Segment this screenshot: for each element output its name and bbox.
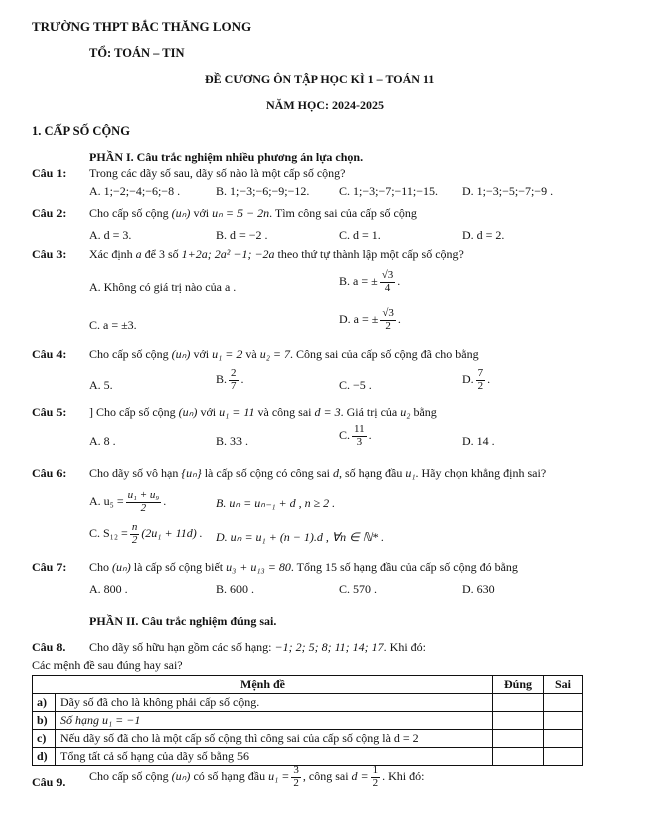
q5-d: d = 3	[314, 405, 341, 419]
q6-a-fraction	[126, 490, 162, 514]
row-true-cell[interactable]	[493, 712, 544, 730]
q5-option-b: B. 33 .	[216, 434, 249, 448]
q1-option-b: B. 1;−3;−6;−9;−12.	[216, 184, 310, 198]
q3-d-pre: D. a = ±	[339, 311, 379, 326]
row-statement: Dãy số đã cho là không phải cấp số cộng.	[56, 694, 493, 712]
department: TỔ: TOÁN – TIN	[89, 46, 185, 60]
q6-pre: Cho dãy số vô hạn	[89, 466, 179, 480]
header-true: Đúng	[493, 676, 544, 694]
row-false-cell[interactable]	[544, 748, 583, 766]
row-statement: Số hạng u₁ = −1	[56, 712, 493, 730]
q4-d-num: 7	[477, 367, 484, 379]
q7-post: . Tổng 15 số hạng đầu của cấp số cộng đó bằng	[290, 560, 518, 574]
q8-sequence: −1; 2; 5; 8; 11; 14; 17	[274, 640, 384, 654]
q4-b-num: 2	[231, 367, 237, 379]
row-false-cell[interactable]	[544, 712, 583, 730]
q5-c-pre: C.	[339, 427, 351, 442]
q3-option-c: C. a = ±3.	[89, 318, 137, 332]
q4-d-den: 2	[477, 379, 484, 392]
q5-option-c: C. $\frac{11}{3}$ .	[339, 423, 372, 448]
q4-b-den: 7	[231, 379, 237, 392]
q9-mid2: , công sai	[302, 768, 349, 783]
q1-label: Câu 1:	[32, 166, 67, 180]
school-name: TRƯỜNG THPT BẮC THĂNG LONG	[32, 19, 252, 34]
q6-sequence: {uₙ}	[181, 466, 202, 480]
q8-pre: Cho dãy số hữu hạn gồm các số hạng:	[89, 640, 272, 654]
q4-sequence: (uₙ)	[171, 347, 191, 361]
q5-c-fraction	[352, 424, 367, 448]
row-false-cell[interactable]	[544, 694, 583, 712]
q3-post: theo thứ tự thành lập một cấp số cộng?	[277, 247, 464, 261]
q8-post: . Khi đó:	[383, 640, 427, 654]
q2-option-d: D. d = 2.	[462, 228, 505, 242]
q6-a-num: u₁ + u₉	[127, 489, 160, 501]
q6-a-pre: A. u₅ =	[89, 493, 124, 508]
q9-label: Câu 9.	[32, 775, 66, 789]
row-statement: Tổng tất cả số hạng của dãy số bằng 56	[56, 748, 493, 766]
q3-b-pre: B. a = ±	[339, 273, 378, 288]
table-header-row	[33, 676, 583, 694]
q4-text	[89, 347, 479, 362]
q9-u1-num: 3	[293, 764, 299, 776]
q4-d-pre: D.	[462, 371, 474, 386]
q9-u1-fraction	[291, 765, 301, 789]
row-label: a)	[33, 694, 56, 712]
table-row	[33, 748, 583, 766]
q4-b-pre: B.	[216, 371, 228, 386]
q3-var: a	[135, 247, 142, 261]
q1-option-d: D. 1;−3;−5;−7;−9 .	[462, 184, 554, 198]
q5-sequence: (uₙ)	[178, 405, 198, 419]
q4-label: Câu 4:	[32, 347, 67, 361]
q2-text	[89, 206, 417, 221]
section-title: 1. CẤP SỐ CỘNG	[32, 124, 130, 138]
q4-d-fraction	[476, 368, 486, 392]
q5-option-a: A. 8 .	[89, 434, 116, 448]
q7-label: Câu 7:	[32, 560, 67, 574]
q9-d-fraction	[371, 765, 381, 789]
q6-label: Câu 6:	[32, 466, 67, 480]
school-year: NĂM HỌC: 2024-2025	[266, 98, 384, 112]
q7-option-b: B. 600 .	[216, 582, 255, 596]
q6-a-den: 2	[140, 501, 147, 514]
q6-text	[89, 466, 546, 481]
q6-option-b: B. uₙ = uₙ₋₁ + d , n ≥ 2 .	[216, 496, 336, 510]
q3-option-d: D. a = ± $\frac{√3}{2}$ .	[339, 307, 401, 332]
q6-u1: u₁	[405, 466, 416, 480]
q9-post: . Khi đó:	[382, 768, 425, 783]
q6-c-post: (2u₁ + 11d) .	[141, 525, 203, 540]
q5-c-den: 3	[356, 435, 363, 448]
q6-post: . Hãy chọn khẳng định sai?	[415, 466, 547, 480]
q5-pre: ] Cho cấp số cộng	[89, 405, 176, 419]
q7-formula: u₃ + u₁₃ = 80	[226, 560, 291, 574]
true-false-table	[32, 675, 583, 766]
q3-label: Câu 3:	[32, 247, 67, 261]
q8-prompt: Các mệnh đề sau đúng hay sai?	[32, 658, 183, 672]
q5-u2: u₂	[400, 405, 411, 419]
q2-option-b: B. d = −2 .	[216, 228, 268, 242]
row-false-cell[interactable]	[544, 730, 583, 748]
table-row	[33, 694, 583, 712]
q2-label: Câu 2:	[32, 206, 67, 220]
q3-b-fraction	[380, 270, 396, 294]
q3-mid: để 3 số	[144, 247, 179, 261]
q6-c-den: 2	[131, 533, 138, 546]
q4-pre: Cho cấp số cộng	[89, 347, 169, 361]
q6-option-d: D. uₙ = u₁ + (n − 1).d , ∀n ∈ ℕ* .	[216, 530, 385, 544]
q2-pre: Cho cấp số cộng	[89, 206, 169, 220]
q7-option-c: C. 570 .	[339, 582, 378, 596]
q3-d-den: 2	[385, 319, 391, 332]
q5-u1: u₁ = 11	[219, 405, 255, 419]
q6-dvar: d	[333, 466, 340, 480]
q9-d-pre: d =	[351, 768, 369, 783]
q2-formula: uₙ = 5 − 2n	[212, 206, 270, 220]
q7-option-d: D. 630	[462, 582, 495, 596]
q9-sequence: (uₙ)	[171, 768, 191, 783]
q3-b-den: 4	[384, 281, 391, 294]
q5-option-d: D. 14 .	[462, 434, 495, 448]
row-label: b)	[33, 712, 56, 730]
q4-u2: u₂ = 7	[259, 347, 291, 361]
q6-option-c	[89, 522, 203, 546]
q6-mid: là cấp số cộng có công sai	[204, 466, 331, 480]
q6-c-pre: C. S₁₂ =	[89, 525, 128, 540]
q8-label: Câu 8.	[32, 640, 66, 654]
q4-u1: u₁ = 2	[212, 347, 243, 361]
document-title: ĐỀ CƯƠNG ÔN TẬP HỌC KÌ 1 – TOÁN 11	[205, 72, 435, 86]
q5-label: Câu 5:	[32, 405, 67, 419]
q4-post: . Công sai của cấp số cộng đã cho bằng	[290, 347, 479, 361]
part-2-heading: PHẦN II. Câu trắc nghiệm đúng sai.	[89, 614, 277, 628]
q3-option-b: B. a = ± $\frac{√3}{4}$ .	[339, 269, 401, 294]
q5-end: bằng	[413, 405, 437, 419]
table-row	[33, 730, 583, 748]
q5-text	[89, 405, 437, 420]
q5-mid: với	[200, 405, 217, 419]
q4-b-fraction	[229, 368, 239, 392]
q3-pre: Xác định	[89, 247, 133, 261]
q4-option-b: B. $\frac{2}{7}$ .	[216, 367, 244, 392]
q4-option-d: D. $\frac{7}{2}$ .	[462, 367, 491, 392]
q2-option-c: C. d = 1.	[339, 228, 381, 242]
q4-mid: với	[193, 347, 210, 361]
row-true-cell[interactable]	[493, 748, 544, 766]
q3-d-num: √3	[382, 307, 394, 319]
q7-option-a: A. 800 .	[89, 582, 128, 596]
q9-u1-den: 2	[293, 776, 299, 789]
q6-c-fraction	[130, 522, 140, 546]
q7-sequence: (uₙ)	[112, 560, 131, 574]
q2-sequence: (uₙ)	[171, 206, 191, 220]
q6-option-a: A. u₅ = $\frac{\text{u₁ + u₉}}{2}$ .	[89, 489, 167, 514]
row-statement: Nếu dãy số đã cho là một cấp số cộng thì công sai của cấp số cộng là d = 2	[56, 730, 493, 748]
q6-c-num: n	[131, 521, 138, 533]
q7-text	[89, 560, 518, 575]
q4-and: và	[245, 347, 257, 361]
q5-c-num: 11	[354, 423, 365, 435]
q9-u1-pre: u₁ =	[268, 768, 290, 783]
q2-mid: với	[193, 206, 210, 220]
q2-option-a: A. d = 3.	[89, 228, 132, 242]
q8-text	[89, 640, 426, 655]
q7-mid: là cấp số cộng biết	[133, 560, 224, 574]
row-label: d)	[33, 748, 56, 766]
q4-option-a: A. 5.	[89, 378, 113, 392]
q7-pre: Cho	[89, 560, 110, 574]
q3-text	[89, 247, 464, 262]
row-true-cell[interactable]	[493, 694, 544, 712]
q9-d-den: 2	[372, 776, 379, 789]
q1-option-c: C. 1;−3;−7;−11;−15.	[339, 184, 438, 198]
q3-b-num: √3	[381, 269, 394, 281]
q9-text	[89, 765, 424, 789]
q9-pre: Cho cấp số cộng	[89, 768, 169, 783]
header-statement: Mệnh đề	[33, 676, 493, 694]
q9-mid: có số hạng đầu	[193, 768, 266, 783]
q5-post: . Giá trị của	[340, 405, 398, 419]
q6-mid2: , số hạng đầu	[339, 466, 403, 480]
q9-d-num: 1	[372, 764, 379, 776]
part-1-heading: PHẦN I. Câu trắc nghiệm nhiều phương án lựa chọn.	[89, 150, 364, 164]
q3-option-a: A. Không có giá trị nào của a .	[89, 280, 237, 294]
q3-terms: 1+2a; 2a² −1; −2a	[181, 247, 275, 261]
q4-option-c: C. −5 .	[339, 378, 372, 392]
row-label: c)	[33, 730, 56, 748]
table-row	[33, 712, 583, 730]
q2-post: . Tìm công sai của cấp số cộng	[269, 206, 417, 220]
row-true-cell[interactable]	[493, 730, 544, 748]
q1-option-a: A. 1;−2;−4;−6;−8 .	[89, 184, 181, 198]
q3-d-fraction	[380, 308, 396, 332]
q1-text: Trong các dãy số sau, dãy số nào là một cấp số cộng?	[89, 166, 346, 180]
q5-and: và công sai	[257, 405, 312, 419]
header-false: Sai	[544, 676, 583, 694]
